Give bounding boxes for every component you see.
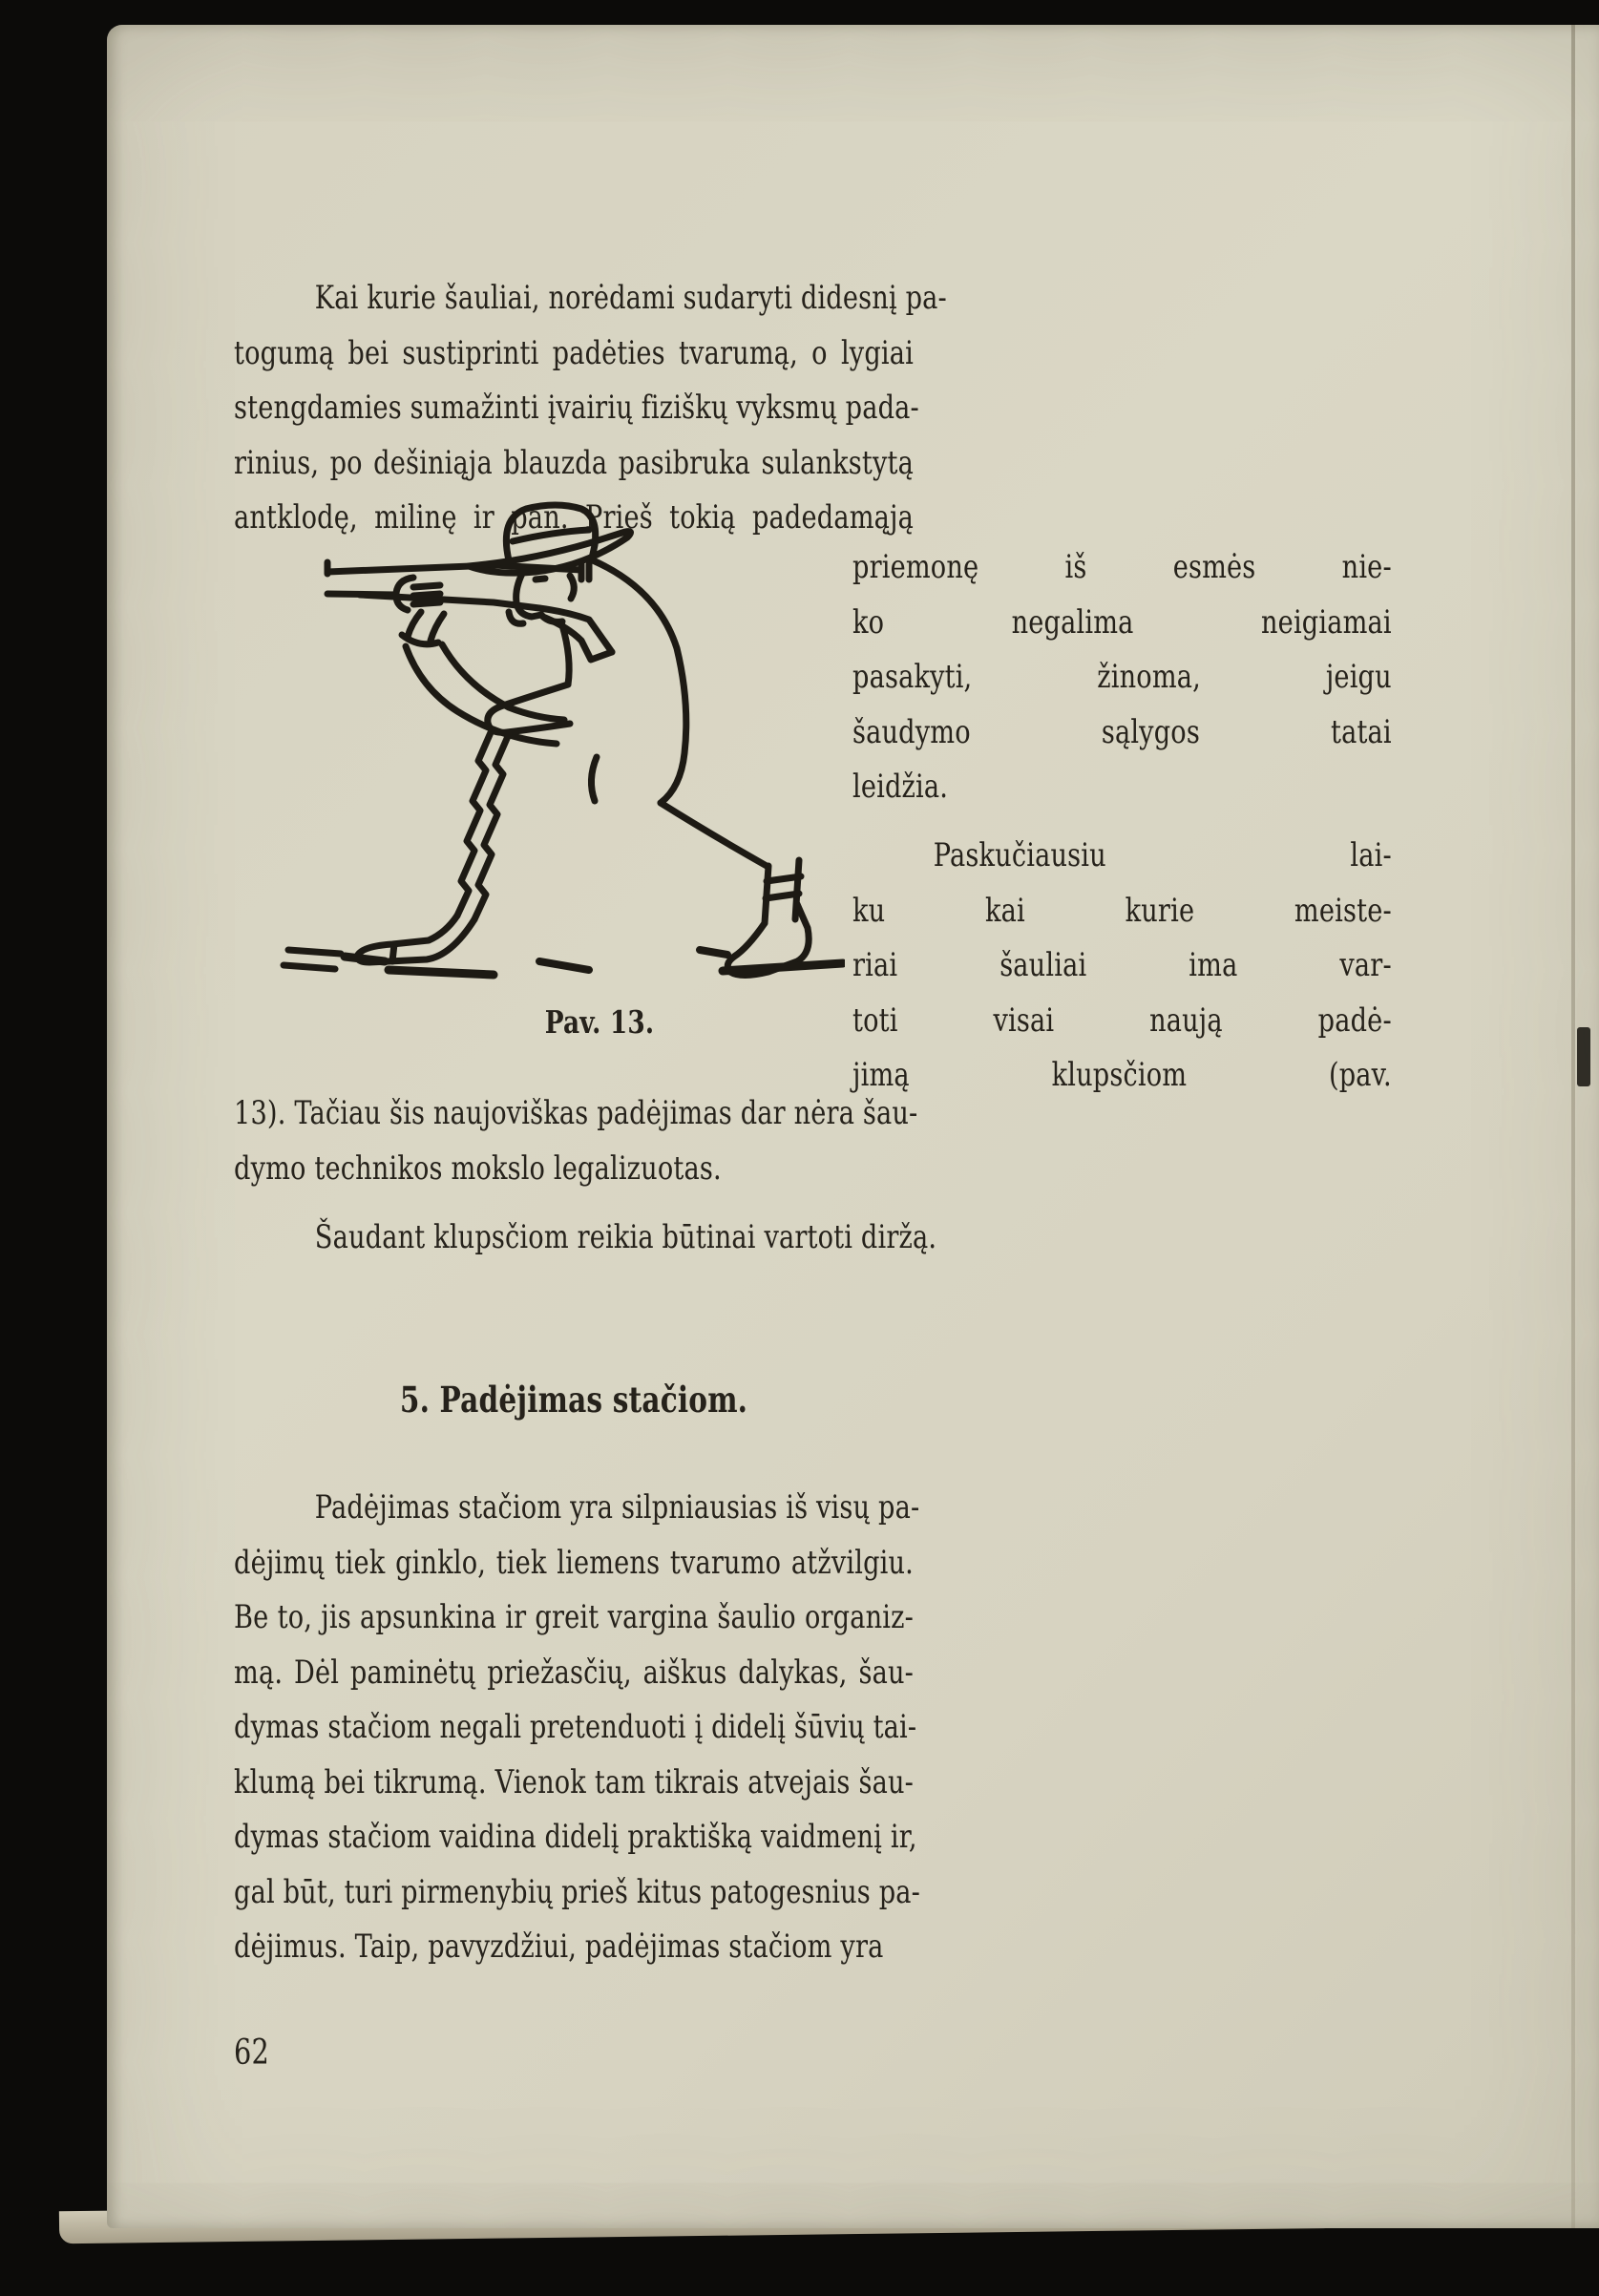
text-line: mą. Dėl paminėtų priežasčių, aiškus dalykas, šau- (234, 1653, 914, 1692)
scan-artifact (1577, 1027, 1590, 1086)
paragraph-1-continuation (234, 1086, 918, 1196)
figure-illustration-kneeling-shooter (253, 473, 845, 1007)
text-line: gal būt, turi pirmenybių prieš kitus patogesnius pa- (234, 1872, 921, 1911)
section-heading: 5. Padėjimas stačiom. (399, 1379, 748, 1421)
text-line: pasakyti, žinoma, jeigu (852, 658, 1392, 696)
text-line: antklodę, milinę ir pan. Prieš tokią padedamąją (234, 498, 914, 537)
text-line: klumą bei tikrumą. Vienok tam tikrais atvejais šau- (234, 1762, 914, 1801)
right-column-b (852, 829, 1392, 1104)
text-line: Paskučiausiu lai- (933, 836, 1392, 874)
right-column-a (852, 540, 1392, 815)
paragraph-2 (234, 1211, 937, 1266)
text-line: toti visai naują padė- (852, 1001, 1392, 1040)
page-right-crease (1571, 25, 1575, 2228)
text-line: jimą klupsčiom (pav. (852, 1056, 1392, 1094)
text-line: Padėjimas stačiom yra silpniausias iš visų pa- (314, 1488, 920, 1527)
text-line: Šaudant klupsčiom reikia būtinai vartoti diržą. (314, 1218, 937, 1256)
page-number: 62 (234, 2033, 269, 2073)
text-line: togumą bei sustiprinti padėties tvarumą, o lygiai (234, 333, 914, 372)
paragraph-3 (234, 1481, 921, 1975)
text-line: Be to, jis apsunkina ir greit vargina šaulio organiz- (234, 1598, 914, 1636)
text-line: Kai kurie šauliai, norėdami sudaryti didesnį pa- (314, 279, 947, 317)
text-line: dymas stačiom negali pretenduoti į didelį šūvių tai- (234, 1708, 917, 1746)
text-line: dėjimus. Taip, pavyzdžiui, padėjimas stačiom yra (234, 1927, 884, 1966)
text-line: šaudymo sąlygos tatai (852, 712, 1392, 751)
text-line: ko negalima neigiamai (852, 602, 1392, 642)
page-stack-edges (44, 42, 109, 2234)
text-line: dymo technikos mokslo legalizuotas. (234, 1148, 722, 1188)
text-line: leidžia. (852, 768, 949, 806)
text-line: rinius, po dešiniąja blauzda pasibruka sulankstytą (234, 443, 914, 482)
text-line: stengdamies sumažinti įvairių fiziškų vyksmų pada- (234, 389, 919, 427)
text-line: dėjimų tiek ginklo, tiek liemens tvarumo atžvilgiu. (234, 1543, 914, 1582)
figure-caption: Pav. 13. (544, 1003, 655, 1041)
text-line: priemonę iš esmės nie- (852, 548, 1392, 586)
text-line: ku kai kurie meiste- (852, 891, 1392, 930)
text-line: dymas stačiom vaidina didelį praktišką vaidmenį ir, (234, 1818, 917, 1856)
text-line: 13). Tačiau šis naujoviškas padėjimas dar nėra šau- (234, 1094, 918, 1132)
text-line: riai šauliai ima var- (852, 946, 1392, 984)
